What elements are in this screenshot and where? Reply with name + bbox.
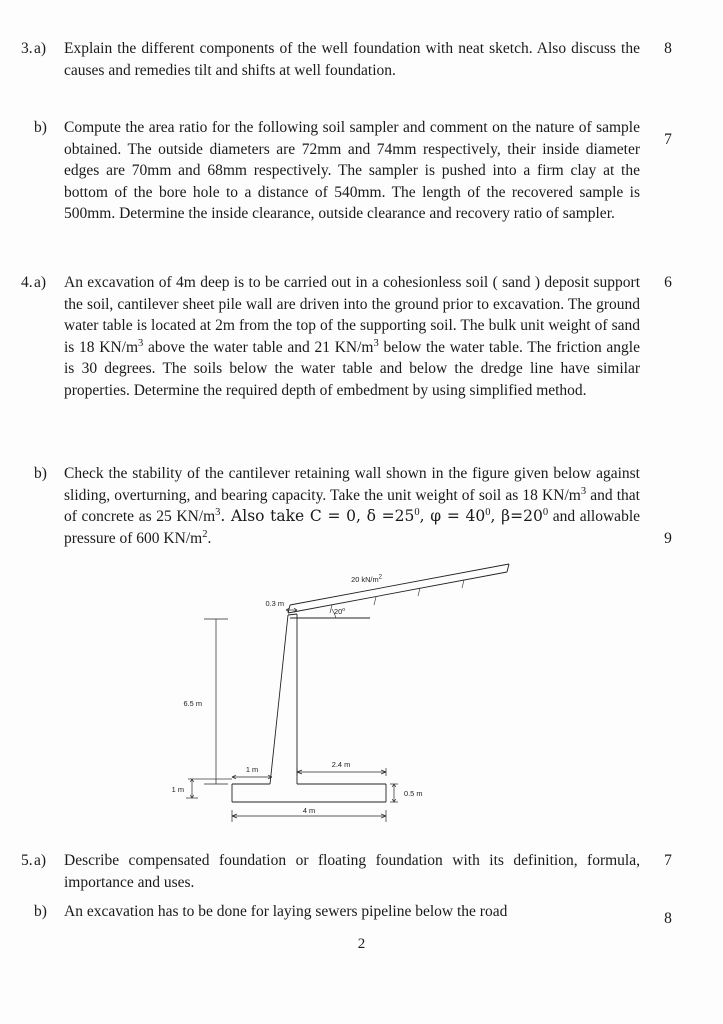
question-5a-label: a) — [34, 852, 47, 869]
question-3a-label: a) — [34, 40, 47, 57]
q4b-seg-3: . Also take C = 0, δ =25 — [220, 507, 415, 525]
q4b-seg-2: and that of concrete as 25 KN/m — [64, 486, 640, 525]
surcharge-value: 20 kN/m — [351, 575, 379, 584]
question-5a-text: Describe compensated foundation or floating foundation with its definition, formula, importance and uses. — [64, 852, 640, 891]
question-5b-marks: 8 — [664, 910, 672, 927]
question-3-part-a — [0, 38, 640, 81]
q4a-seg-3: below the water table. The friction angle is 30 degrees. The soils below the water table and below the dredge line have similar properties. Determine the required depth of embedment by using simplified method. — [64, 338, 640, 399]
question-3b-marks: 7 — [664, 131, 672, 148]
backfill-angle-value: 20 — [334, 607, 343, 616]
question-4-part-a — [0, 272, 640, 401]
q4b-sup-6: 2 — [202, 528, 208, 540]
q4b-seg-1: Check the stability of the cantilever retaining wall shown in the figure given below against sliding, overturning, and bearing capacity. Take the unit weight of soil as 18 KN/m — [64, 465, 640, 504]
wall-height-label: 6.5 m — [183, 699, 202, 708]
question-4a-label: a) — [34, 274, 47, 291]
q4b-sup-5: 0 — [542, 506, 549, 518]
q4b-sup-2: 3 — [215, 506, 221, 518]
question-5a-marks: 7 — [664, 852, 672, 869]
question-3a-text: Explain the different components of the well foundation with neat sketch. Also discuss the causes and remedies tilt and shifts at well foundation. — [64, 40, 640, 79]
base-thickness-label: 0.5 m — [404, 789, 423, 798]
q4b-sup-1: 3 — [580, 485, 587, 497]
question-4a-text — [64, 272, 640, 401]
foundation-depth-label: 1 m — [171, 785, 184, 794]
question-5-part-a — [0, 850, 640, 893]
question-4a-marks: 6 — [664, 274, 672, 291]
question-4b-marks: 9 — [664, 530, 672, 547]
page-number: 2 — [357, 936, 366, 952]
question-3b-label: b) — [34, 119, 47, 136]
question-3-number: 3. — [21, 40, 33, 57]
q4b-seg-6: and allowable pressure of 600 KN/m — [64, 508, 640, 547]
stem-top-width-label: 0.3 m — [265, 599, 284, 608]
backfill-angle-degree: o — [342, 607, 346, 613]
question-3b-text: Compute the area ratio for the following soil sampler and comment on the nature of sample obtained. The outside diameters are 72mm and 74mm respectively, their inside diameter edges are 70mm and 68mm respectively. The sampler is pushed into a firm clay at the bottom of the bore hole to a distance of 540mm. The length of the recovered sample is 500mm. Determine the inside clearance, outside clearance and recovery ratio of sampler. — [64, 119, 640, 222]
q4a-seg-1: An excavation of 4m deep is to be carried out in a cohesionless soil ( sand ) deposit support the soil, cantilever sheet pile wall are driven into the ground prior to excavation. The ground water table is located at 2m from the top of the supporting soil. The bulk unit weight of sand is 18 KN/m — [64, 274, 640, 356]
question-3-part-b — [0, 117, 640, 225]
heel-width-label: 2.4 m — [331, 760, 351, 769]
q4b-sup-4: 0 — [485, 506, 491, 518]
q4b-seg-5: , β=20 — [490, 507, 543, 525]
q4b-seg-7: . — [207, 529, 212, 547]
question-4-part-b — [0, 463, 640, 549]
base-width-label: 4 m — [302, 806, 316, 815]
question-4b-label: b) — [34, 465, 47, 482]
question-5-part-b — [0, 901, 640, 923]
surcharge-label — [351, 574, 383, 584]
surcharge-exponent: 2 — [378, 574, 382, 581]
question-5b-text: An excavation has to be done for laying sewers pipeline below the road — [64, 903, 508, 920]
toe-width-label: 1 m — [245, 765, 259, 774]
q4a-seg-2: above the water table and 21 KN/m — [143, 338, 374, 356]
question-4-number: 4. — [21, 274, 33, 291]
q4a-sup-2: 3 — [373, 337, 379, 349]
q4a-sup-1: 3 — [138, 337, 144, 349]
q4b-sup-3: 0 — [414, 506, 420, 518]
question-5-number: 5. — [21, 852, 33, 869]
question-5b-label: b) — [34, 903, 47, 920]
backfill-angle-label — [334, 607, 345, 616]
question-4b-text — [64, 463, 640, 549]
q4b-seg-4: , φ = 40 — [419, 507, 486, 525]
question-3a-marks: 8 — [664, 40, 672, 57]
retaining-wall-figure — [171, 558, 510, 833]
